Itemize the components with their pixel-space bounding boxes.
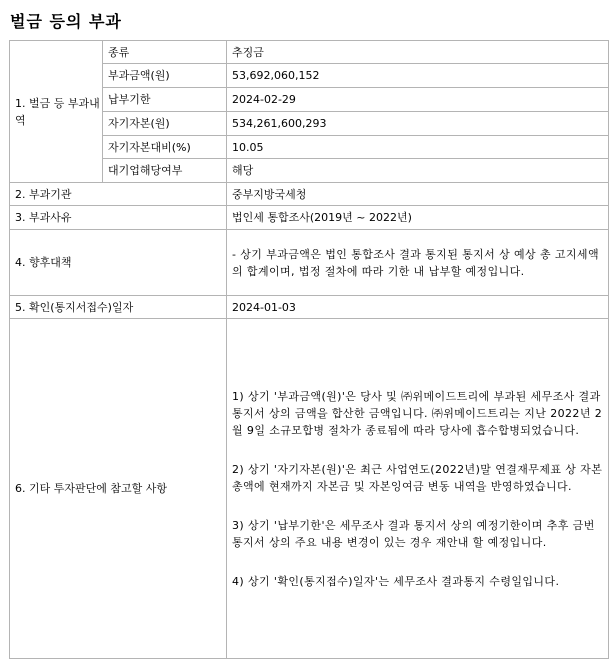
note-paragraph: 4) 상기 '확인(통지접수)일자'는 세무조사 결과통지 수령일입니다.	[232, 574, 560, 588]
table-row	[10, 319, 609, 659]
row-value: 10.05	[227, 136, 609, 159]
table-row	[10, 183, 609, 206]
note-paragraph: 3) 상기 '납부기한'은 세무조사 결과 통지서 상의 예정기한이며 추후 금번 통지서 상의 주요 내용 변경이 있는 경우 재안내 할 예정입니다.	[232, 518, 595, 549]
row-value: 534,261,600,293	[227, 112, 609, 136]
note-paragraph: 1) 상기 '부과금액(원)'은 당사 및 ㈜위메이드트리에 부과된 세무조사 결과 통지서 상의 금액을 합산한 금액입니다. ㈜위메이드트리는 지난 2022년 2월 9일 소규모합병 절차가 종료됨에 따라 당사에 흡수합병되었습니다.	[232, 389, 603, 437]
section2-value: 중부지방국세청	[227, 183, 609, 206]
section6-notes	[227, 319, 609, 659]
page-title: 벌금 등의 부과	[10, 12, 122, 31]
row-key: 납부기한	[103, 88, 227, 112]
table-row	[10, 230, 609, 296]
section1-label: 1. 벌금 등 부과내역	[10, 41, 103, 183]
note-paragraph: 2) 상기 '자기자본(원)'은 최근 사업연도(2022년)말 연결재무제표 상 자본총액에 현재까지 자본금 및 자본잉여금 변동 내역을 반영하였습니다.	[232, 462, 603, 493]
row-value: 추징금	[227, 41, 609, 64]
section3-label: 3. 부과사유	[10, 206, 227, 230]
row-key: 부과금액(원)	[103, 64, 227, 88]
table-row	[10, 41, 609, 64]
row-key: 자기자본대비(%)	[103, 136, 227, 159]
row-value: 해당	[227, 159, 609, 183]
row-key: 종류	[103, 41, 227, 64]
table-row	[10, 296, 609, 319]
row-value: 2024-02-29	[227, 88, 609, 112]
section5-label: 5. 확인(통지서접수)일자	[10, 296, 227, 319]
section2-label: 2. 부과기관	[10, 183, 227, 206]
section4-value: - 상기 부과금액은 법인 통합조사 결과 통지된 통지서 상 예상 총 고지세액의 합계이며, 법정 절차에 따라 기한 내 납부할 예정입니다.	[227, 230, 609, 296]
disclosure-table	[9, 40, 609, 659]
row-key: 대기업해당여부	[103, 159, 227, 183]
row-key: 자기자본(원)	[103, 112, 227, 136]
section3-value: 법인세 통합조사(2019년 ~ 2022년)	[227, 206, 609, 230]
row-value: 53,692,060,152	[227, 64, 609, 88]
section6-label: 6. 기타 투자판단에 참고할 사항	[10, 319, 227, 659]
section4-label: 4. 향후대책	[10, 230, 227, 296]
table-row	[10, 206, 609, 230]
section5-value: 2024-01-03	[227, 296, 609, 319]
